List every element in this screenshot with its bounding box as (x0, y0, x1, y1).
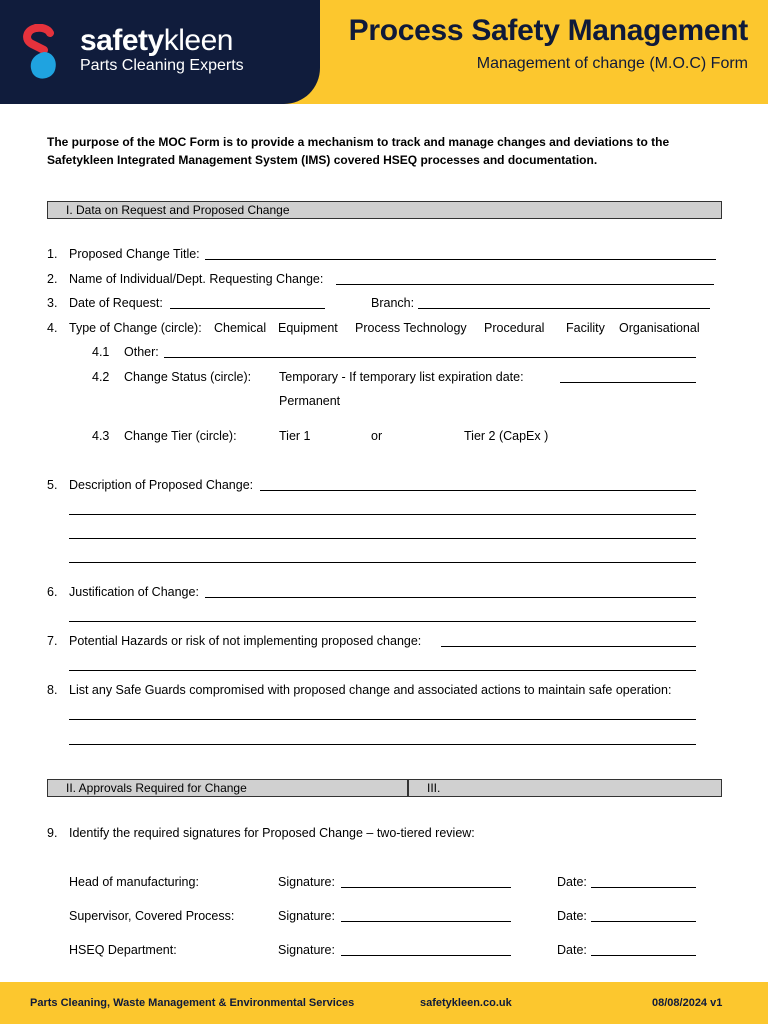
brand-name: safetykleen (80, 24, 233, 57)
item-number: 1. (47, 247, 58, 261)
footer-services: Parts Cleaning, Waste Management & Environmental Services (30, 997, 355, 1009)
footer-website-link[interactable]: safetykleen.co.uk (420, 997, 512, 1009)
signature-field[interactable] (341, 887, 511, 888)
option-tier-2[interactable]: Tier 2 (CapEx ) (464, 429, 549, 443)
label-potential-hazards: Potential Hazards or risk of not implementing proposed change: (69, 634, 422, 648)
option-temporary[interactable]: Temporary - If temporary list expiration date: (279, 370, 524, 384)
date-label: Date: (557, 909, 587, 923)
potential-hazards-field[interactable] (441, 646, 696, 647)
option-tier-1[interactable]: Tier 1 (279, 429, 311, 443)
item-number: 4.3 (92, 429, 110, 443)
label-date-of-request: Date of Request: (69, 296, 163, 310)
label-description: Description of Proposed Change: (69, 478, 254, 492)
item-number: 5. (47, 478, 58, 492)
item-number: 2. (47, 272, 58, 286)
safe-guards-line[interactable] (69, 744, 696, 745)
option-permanent[interactable]: Permanent (279, 394, 341, 408)
item-number: 3. (47, 296, 58, 310)
role-label: Head of manufacturing: (69, 875, 199, 889)
option-process-technology[interactable]: Process Technology (355, 321, 467, 335)
signature-label: Signature: (278, 875, 335, 889)
footer-bar (0, 982, 768, 1024)
logo-panel (0, 0, 320, 104)
role-label: Supervisor, Covered Process: (69, 909, 235, 923)
section-header-iii (408, 779, 722, 797)
item-number: 4.2 (92, 370, 110, 384)
item-number: 6. (47, 585, 58, 599)
description-line[interactable] (69, 538, 696, 539)
signature-label: Signature: (278, 943, 335, 957)
section-label: II. Approvals Required for Change (66, 781, 247, 795)
date-field[interactable] (591, 887, 696, 888)
date-field[interactable] (591, 921, 696, 922)
date-of-request-field[interactable] (170, 308, 325, 309)
description-line[interactable] (69, 514, 696, 515)
date-field[interactable] (591, 955, 696, 956)
description-line[interactable] (69, 562, 696, 563)
brand-tagline: Parts Cleaning Experts (80, 57, 244, 74)
option-facility[interactable]: Facility (566, 321, 605, 335)
intro-paragraph: The purpose of the MOC Form is to provide a mechanism to track and manage changes and deviations to the Safetykleen Integrated Management System (IMS) covered HSEQ processes and documentation. (47, 135, 670, 167)
tier-or-text: or (371, 429, 383, 443)
label-branch: Branch: (371, 296, 415, 310)
item-number: 4. (47, 321, 58, 335)
label-safe-guards: List any Safe Guards compromised with proposed change and associated actions to maintain safe operation: (69, 683, 672, 697)
section-header-data (47, 201, 722, 219)
label-other: Other: (124, 345, 159, 359)
page-title: Process Safety Management (348, 14, 748, 47)
label-required-signatures: Identify the required signatures for Proposed Change – two-tiered review: (69, 826, 475, 840)
option-procedural[interactable]: Procedural (484, 321, 545, 335)
justification-field[interactable] (205, 597, 696, 598)
section-label: III. (427, 781, 441, 795)
label-change-status: Change Status (circle): (124, 370, 252, 384)
branch-field[interactable] (418, 308, 710, 309)
label-requester: Name of Individual/Dept. Requesting Change: (69, 272, 324, 286)
date-label: Date: (557, 943, 587, 957)
requester-field[interactable] (336, 284, 714, 285)
signature-field[interactable] (341, 921, 511, 922)
other-field[interactable] (164, 357, 696, 358)
proposed-change-title-field[interactable] (205, 259, 716, 260)
date-label: Date: (557, 875, 587, 889)
role-label: HSEQ Department: (69, 943, 177, 957)
section-label: I. Data on Request and Proposed Change (66, 203, 290, 217)
option-organisational[interactable]: Organisational (619, 321, 700, 335)
page-subtitle: Management of change (M.O.C) Form (476, 55, 748, 72)
description-field[interactable] (260, 490, 696, 491)
safetykleen-logo-icon (22, 24, 64, 84)
expiration-date-field[interactable] (560, 382, 696, 383)
label-change-tier: Change Tier (circle): (124, 429, 237, 443)
section-header-approvals (47, 779, 408, 797)
signature-label: Signature: (278, 909, 335, 923)
option-equipment[interactable]: Equipment (278, 321, 338, 335)
potential-hazards-line[interactable] (69, 670, 696, 671)
item-number: 9. (47, 826, 58, 840)
label-type-of-change: Type of Change (circle): (69, 321, 202, 335)
item-number: 4.1 (92, 345, 110, 359)
safe-guards-line[interactable] (69, 719, 696, 720)
signature-field[interactable] (341, 955, 511, 956)
item-number: 7. (47, 634, 58, 648)
label-proposed-change-title: Proposed Change Title: (69, 247, 200, 261)
justification-line[interactable] (69, 621, 696, 622)
footer-version: 08/08/2024 v1 (652, 997, 723, 1009)
option-chemical[interactable]: Chemical (214, 321, 267, 335)
label-justification: Justification of Change: (69, 585, 199, 599)
item-number: 8. (47, 683, 58, 697)
